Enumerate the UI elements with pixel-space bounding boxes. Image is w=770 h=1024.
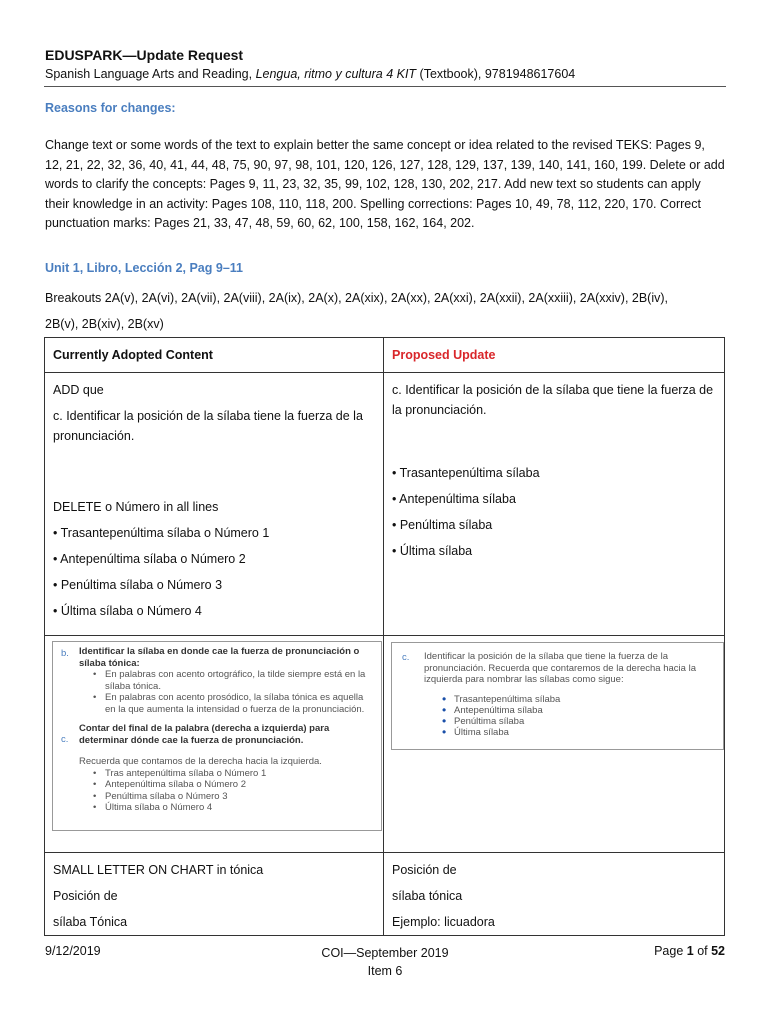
textbook-excerpt-proposed: c. Identificar la posición de la sílaba que tiene la fuerza de la pronunciación. Recuerda que contaremos de la derecha hacia la izquierda para nombrar las sílabas como sigue: • Trasantepenúltima sílaba • Antepenúltima sílaba • Penúltima sílaba • Última sílaba [391, 642, 724, 750]
textbook-excerpt-original: b. Identificar la sílaba en donde cae la fuerza de pronunciación o sílaba tónica: • En palabras con acento ortográfico, la tilde siempre está en la sílaba tónica. • En palabras con acento prosódico, la sílaba tónica es aquella en la que aumenta la intensidad o fuerza de la pronunciación. c. Contar del final de la palabra (derecha a izquierda) para determinar dónde cae la fuerza de pronunciación. Recuerda que contamos de la derecha hacia la izquierda. • Tras antepenúltima sílaba o Número 1 • Antepenúltima sílaba o Número 2 • Penúltima sílaba o Número 3 • Última sílaba o Número 4 [52, 641, 382, 831]
proposed-content-cell: c. Identificar la posición de la sílaba que tiene la fuerza de la pronunciación. • Trasantepenúltima sílaba • Antepenúltima sílaba • Penúltima sílaba • Última sílaba [384, 373, 725, 636]
footer-date: 9/12/2019 [45, 944, 101, 958]
current-content-cell: ADD que c. Identificar la posición de la sílaba tiene la fuerza de la pronunciación. DELETE o Número in all lines • Trasantepenúltima sílaba o Número 1 • Antepenúltima sílaba o Número 2 • Penúltima sílaba o Número 3 • Última sílaba o Número 4 [45, 373, 384, 636]
reasons-text: Change text or some words of the text to explain better the same concept or idea related to the revised TEKS: Pages 9, 12, 21, 22, 32, 36, 40, 41, 44, 48, 75, 90, 97, 98, 101, 120, 126, 127, 128, 129, 137, 139, 140, 141, 160, 199. Delete or add words to clarify the concepts: Pages 9, 11, 23, 32, 35, 99, 102, 128, 130, 202, 217. Add new text so students can apply their knowledge in an activity: Pages 108, 110, 118, 200. Spelling corrections: Pages 10, 49, 78, 112, 220, 170. Correct punctuation marks: Pages 21, 33, 47, 48, 59, 60, 62, 100, 158, 162, 164, 202. [45, 138, 725, 230]
comparison-table [44, 337, 725, 936]
reasons-heading: Reasons for changes: [45, 101, 176, 115]
document-subtitle: Spanish Language Arts and Reading, Lengua, ritmo y cultura 4 KIT (Textbook), 9781948617604 [45, 67, 576, 81]
current-chart-cell: SMALL LETTER ON CHART in tónica Posición de sílaba Tónica [45, 853, 384, 936]
footer-center: COI—September 2019 Item 6 [321, 946, 449, 978]
breakouts: Breakouts 2A(v), 2A(vi), 2A(vii), 2A(viii), 2A(ix), 2A(x), 2A(xix), 2A(xx), 2A(xxi), 2A(xxii), 2A(xxiii), 2A(xxiv), 2B(iv), 2B(v), 2B(xiv), 2B(xv) [45, 291, 668, 331]
document-title: EDUSPARK—Update Request [45, 47, 244, 63]
header-rule [44, 86, 726, 87]
proposed-chart-cell: Posición de sílaba tónica Ejemplo: licuadora [384, 853, 725, 936]
header-proposed: Proposed Update [384, 338, 725, 373]
page-number: Page 1 of 52 [654, 944, 725, 958]
unit-heading: Unit 1, Libro, Lección 2, Pag 9–11 [45, 261, 243, 275]
header-current: Currently Adopted Content [45, 338, 384, 373]
